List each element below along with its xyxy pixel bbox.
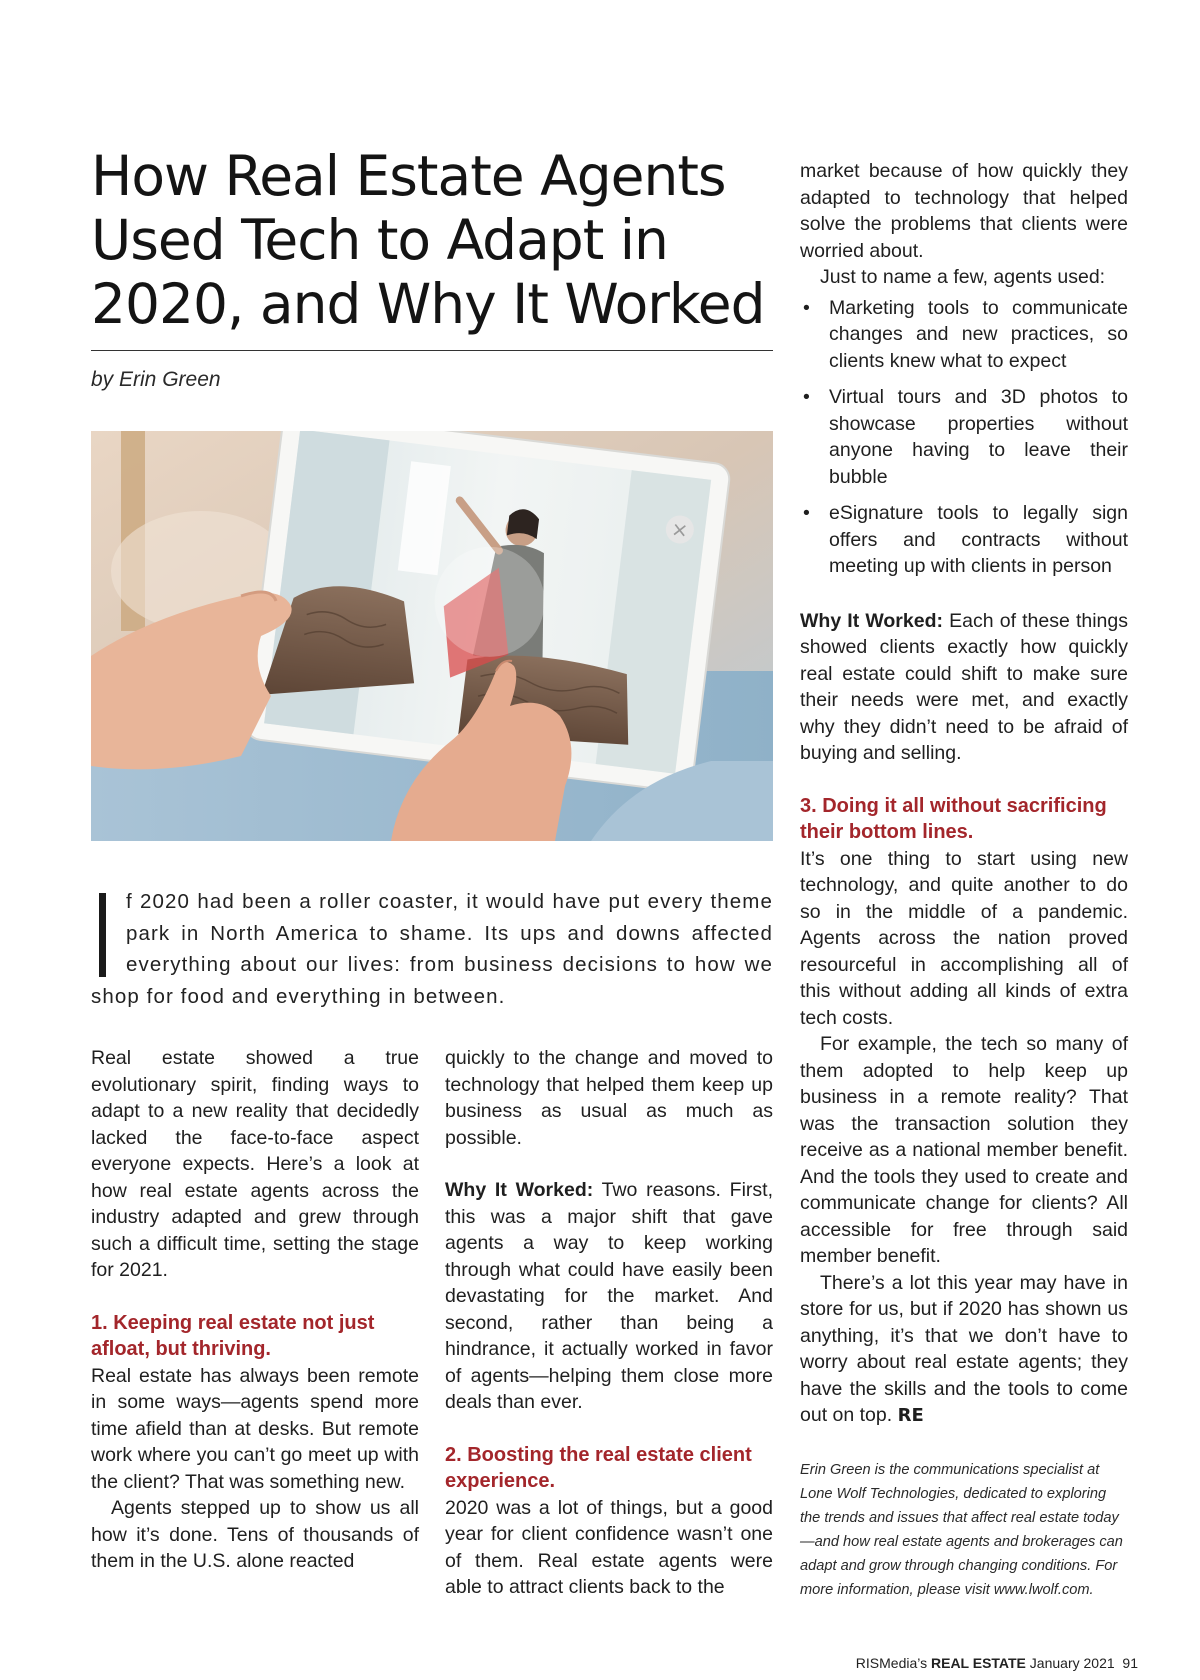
list-item xyxy=(800,500,1128,580)
col3-paragraph-2: Just to name a few, agents used: xyxy=(820,266,1106,288)
col2-why-it-worked xyxy=(445,1177,773,1416)
article-title xyxy=(91,144,781,336)
section-heading-3: 3. Doing it all without sacrificing their bottom lines. xyxy=(800,794,1107,843)
end-mark: RE xyxy=(897,1405,924,1426)
byline: by Erin Green xyxy=(91,368,221,391)
list-item xyxy=(800,295,1128,375)
list-item-text: Marketing tools to communicate changes and new practices, so clients knew what to expect xyxy=(829,296,1128,372)
photo-illustration xyxy=(91,431,773,841)
col3-paragraph-1: market because of how quickly they adapted to technology that helped solve the problems that clients were worried about. xyxy=(800,160,1128,262)
intro-text: f 2020 had been a roller coaster, it would have put every theme park in North America to shame. Its ups and downs affected everything about our lives: from business decisions to how we shop for food and everything in between. xyxy=(91,890,773,1008)
col3-paragraph-4: For example, the tech so many of them adopted to help keep up business in a remote reality? That was the transaction solution they receive as a national member benefit. And the tools they used to create and communicate change for clients? All accessible for free through said member benefit. xyxy=(800,1033,1128,1267)
tablet-virtual-tour-photo xyxy=(91,431,773,841)
col3-paragraph-3: It’s one thing to start using new technology, and quite another to do so in the middle of a pandemic. Agents across the nation proved resourceful in accomplishing all of this without adding all kinds of extra tech costs. xyxy=(800,847,1128,1029)
col2-paragraph-1: quickly to the change and moved to technology that helped them keep up business as usual as much as possible. xyxy=(445,1047,773,1149)
col1-paragraph-3: Agents stepped up to show us all how it’s done. Tens of thousands of them in the U.S. alone reacted xyxy=(91,1497,419,1572)
intro-paragraph xyxy=(91,886,773,1012)
tools-bullet-list xyxy=(800,295,1128,580)
closing-text: There’s a lot this year may have in store for us, but if 2020 has shown us anything, it’s that we don’t have to worry about real estate agents; they have the skills and the tools to come out on top. xyxy=(800,1271,1128,1426)
list-item xyxy=(800,384,1128,490)
why-label: Why It Worked: xyxy=(800,609,943,632)
col3-paragraph-5 xyxy=(800,1270,1128,1430)
column-1 xyxy=(91,1045,419,1575)
issue-date: January 2021 xyxy=(1025,1655,1115,1671)
bullet-icon: • xyxy=(803,386,810,408)
column-2 xyxy=(445,1045,773,1601)
bullet-icon: • xyxy=(803,296,810,319)
list-item-text: eSignature tools to legally sign offers and contracts without meeting up with clients in person xyxy=(829,502,1128,577)
title-line-2: Used Tech to Adapt in xyxy=(91,208,668,272)
magazine-name: REAL ESTATE xyxy=(931,1655,1026,1671)
title-rule xyxy=(91,350,773,351)
why-text: Two reasons. First, this was a major shift that gave agents a way to keep working through what could have easily been devastating for the market. And second, rather than being a hindrance, it actually worked in favor of agents—helping them close more deals than ever. xyxy=(445,1179,773,1413)
title-line-3: 2020, and Why It Worked xyxy=(91,272,765,336)
why-label: Why It Worked: xyxy=(445,1179,594,1201)
col3-why-it-worked xyxy=(800,608,1128,767)
page-footer xyxy=(856,1655,1138,1671)
bullet-icon: • xyxy=(803,502,810,524)
author-bio: Erin Green is the communications specialist at Lone Wolf Technologies, dedicated to exploring the trends and issues that affect real estate today—and how real estate agents and brokerages can adapt and grow through changing conditions. For more information, please visit www.lwolf.com. xyxy=(800,1462,1123,1598)
publication-name: RISMedia’s xyxy=(855,1655,931,1671)
why-text: Each of these things showed clients exactly how quickly real estate could shift to make sure their needs were met, and exactly why they didn’t need to be afraid of buying and selling. xyxy=(800,609,1128,764)
col1-paragraph-2: Real estate has always been remote in some ways—agents spend more time afield than at desks. But remote work where you can’t go meet up with the client? That was something new. xyxy=(91,1364,419,1493)
close-glyph: × xyxy=(670,516,690,543)
title-line-1: How Real Estate Agents xyxy=(91,144,726,208)
list-item-text: Virtual tours and 3D photos to showcase properties without anyone having to leave their bubble xyxy=(829,386,1128,488)
section-heading-2: 2. Boosting the real estate client experience. xyxy=(445,1443,752,1492)
col1-paragraph-1: Real estate showed a true evolutionary spirit, finding ways to adapt to a new reality that decidedly lacked the face-to-face aspect everyone expects. Here’s a look at how real estate agents across the industry adapted and grew through such a difficult time, setting the stage for 2021. xyxy=(91,1047,419,1281)
page-number: 91 xyxy=(1122,1655,1138,1671)
col2-paragraph-2: 2020 was a lot of things, but a good year for client confidence wasn’t one of them. Real estate agents were able to attract clients back to the xyxy=(445,1496,773,1598)
section-heading-1: 1. Keeping real estate not just afloat, but thriving. xyxy=(91,1311,375,1360)
drop-cap-i xyxy=(99,893,106,977)
column-3 xyxy=(800,158,1128,1430)
